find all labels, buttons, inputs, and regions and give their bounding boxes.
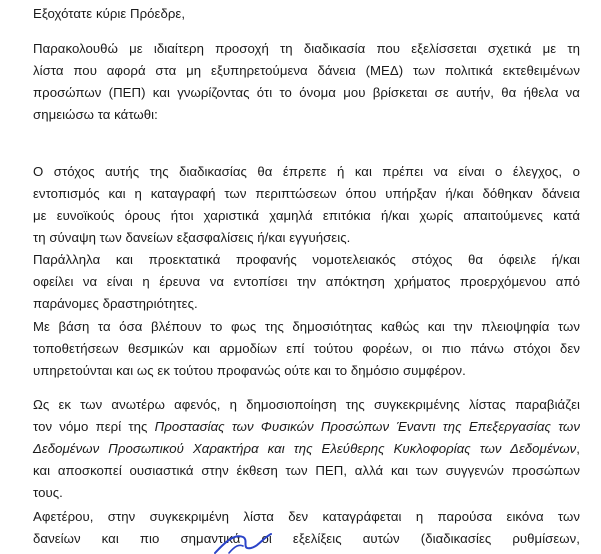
signature-stroke [205,528,275,554]
paragraph-4: Με βάση τα όσα βλέπουν το φως της δημοσιότητας καθώς και την πλειοψηφία των τοποθετήσεων θεσμικών και αρμοδίων επί τούτου φορέων, οι πιο πάνω στόχοι δεν υπηρετούνται και ως εκ τούτου προφανώς ούτε και το δημόσιο συμφέρον. [33,319,580,378]
law-title-part-2: Δεδομένων Προσωπικού Χαρακτήρα και της Ελεύθερης Κυκλοφορίας των Δεδομένων [33,441,577,456]
law-title-part-1: Προστασίας των Φυσικών Προσώπων Έναντι της Επεξεργασίας των [154,419,580,434]
paragraph-6: Αφετέρου, στην συγκεκριμένη λίστα δεν καταγράφεται η παρούσα εικόνα των δανείων και πιο σημαντικά οι εξελίξεις αυτών (διαδικασίες ρυθμίσεων, [33,509,580,546]
paragraph-5: Ως εκ των ανωτέρω αφενός, η δημοσιοποίηση της συγκεκριμένης λίστας παραβιάζει τον νόμο περί της Προστασίας των Φυσικών Προσώπων Έναντι της Επεξεργασίας των Δεδομένων Προσωπικού Χαρακτήρα και της Ελεύθερης Κυκλοφορίας των Δεδομένων, και αποσκοπεί ουσιαστικά στην έκθεση των ΠΕΠ, αλλά και των συγγενών προσώπων τους. [33,397,580,500]
salutation: Εξοχότατε κύριε Πρόεδρε, [33,6,186,21]
paragraph-5-line-3: Δεδομένων Προσωπικού Χαρακτήρα και της Ελεύθερης Κυκλοφορίας των Δεδομένων, [33,441,580,456]
paragraph-1: Παρακολουθώ με ιδιαίτερη προσοχή τη διαδικασία που εξελίσσεται σχετικά με τη λίστα που αφορά στα μη εξυπηρετούμενα δάνεια (ΜΕΔ) των πολιτικά εκτεθειμένων προσώπων (ΠΕΠ) και γνωρίζοντας ότι το όνομα μου βρίσκεται σε αυτήν, θα ήθελα να σημειώσω τα κάτωθι: [33,41,580,122]
paragraph-2: Ο στόχος αυτής της διαδικασίας θα έπρεπε ή και πρέπει να είναι ο έλεγχος, ο εντοπισμός και η καταγραφή των περιπτώσεων όπου υπήρξαν ή/και δόθηκαν δάνεια με ευνοϊκούς όρους ήτοι χαριστικά χαμηλά επιτόκια ή/και χωρίς απαιτούμενες κατά τη σύναψη των δανείων εξασφαλίσεις ή/και εγγυήσεις. [33,164,580,245]
paragraph-5-line-2: τον νόμο περί της Προστασίας των Φυσικών Προσώπων Έναντι της Επεξεργασίας των [33,419,580,434]
paragraph-3: Παράλληλα και προεκτατικά προφανής νομοτελειακός στόχος θα όφειλε ή/και οφείλει να είναι η έρευνα να εντοπίσει την απόκτηση χρήματος προερχόμενου από παράνομες δραστηριότητες. [33,252,580,311]
